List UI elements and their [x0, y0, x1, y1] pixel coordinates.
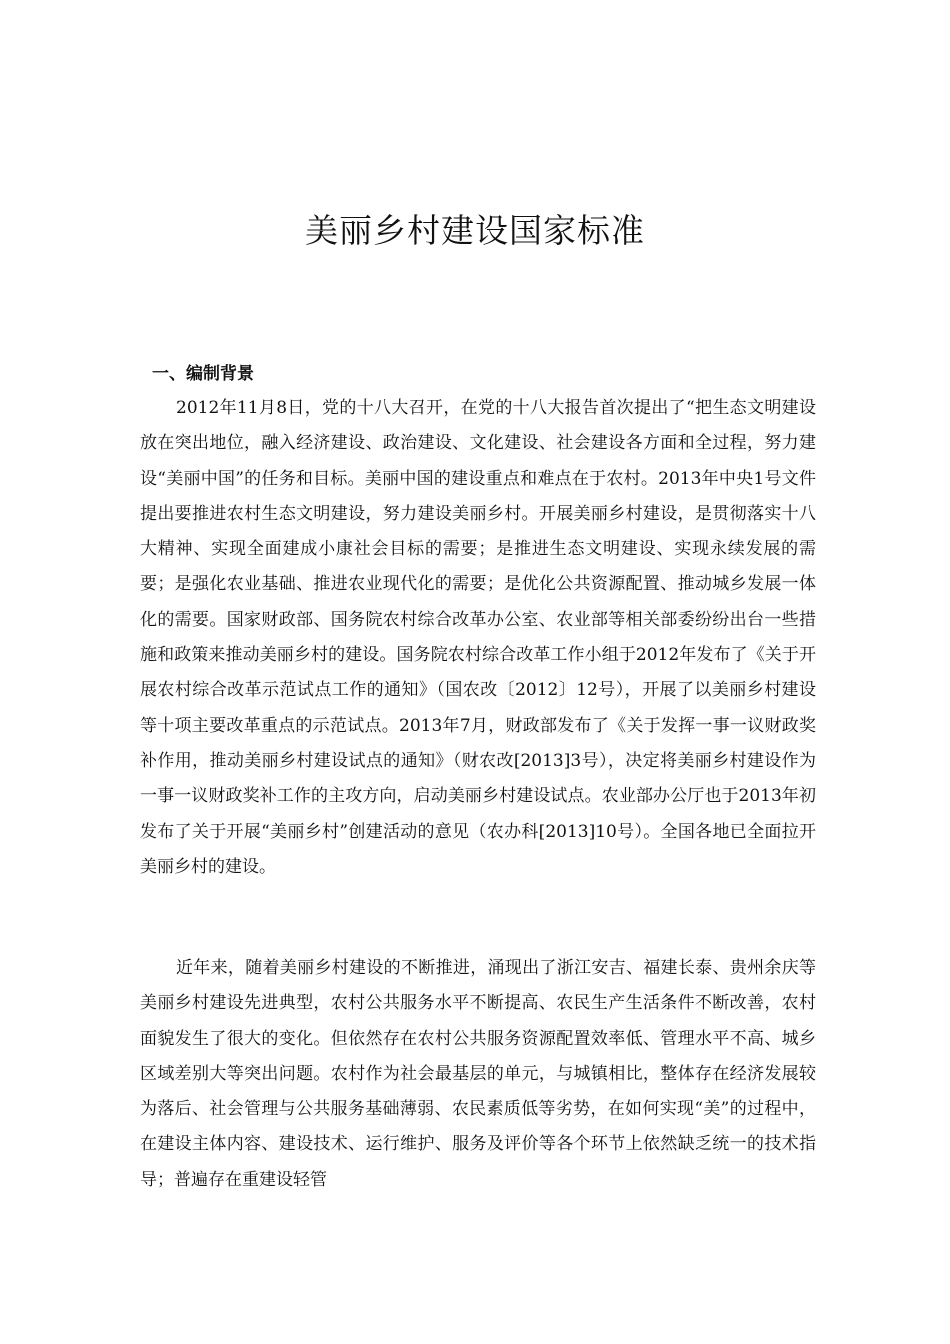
document-title: 美丽乡村建设国家标准 [305, 211, 645, 250]
section-heading: 一、编制背景 [152, 364, 254, 384]
body-paragraph-2: 近年来，随着美丽乡村建设的不断推进，涌现出了浙江安吉、福建长泰、贵州余庆等美丽乡村建设先进典型，农村公共服务水平不断提高、农民生产生活条件不断改善，农村面貌发生了很大的变化。但依然存在农村公共服务资源配置效率低、管理水平不高、城乡区域差别大等突出问题。农村作为社会最基层的单元，与城镇相比，整体存在经济发展较为落后、社会管理与公共服务基础薄弱、农民素质低等劣势，在如何实现“美”的过程中，在建设主体内容、建设技术、运行维护、服务及评价等各个环节上依然缺乏统一的技术指导；普遍存在重建设轻管 [140, 958, 816, 1190]
body-paragraph-1: 2012年11月8日，党的十八大召开，在党的十八大报告首次提出了“把生态文明建设放在突出地位，融入经济建设、政治建设、文化建设、社会建设各方面和全过程，努力建设“美丽中国”的任务和目标。美丽中国的建设重点和难点在于农村。2013年中央1号文件提出要推进农村生态文明建设，努力建设美丽乡村。开展美丽乡村建设，是贯彻落实十八大精神、实现全面建成小康社会目标的需要；是推进生态文明建设、实现永续发展的需要；是强化农业基础、推进农业现代化的需要；是优化公共资源配置、推动城乡发展一体化的需要。国家财政部、国务院农村综合改革办公室、农业部等相关部委纷纷出台一些措施和政策来推动美丽乡村的建设。国务院农村综合改革工作小组于2012年发布了《关于开展农村综合改革示范试点工作的通知》（国农改〔2012〕12号），开展了以美丽乡村建设等十项主要改革重点的示范试点。2013年7月，财政部发布了《关于发挥一事一议财政奖补作用，推动美丽乡村建设试点的通知》（财农改[2013]3号），决定将美丽乡村建设作为一事一议财政奖补工作的主攻方向，启动美丽乡村建设试点。农业部办公厅也于2013年初发布了关于开展“美丽乡村”创建活动的意见（农办科[2013]10号）。全国各地已全面拉开美丽乡村的建设。 [140, 398, 816, 877]
